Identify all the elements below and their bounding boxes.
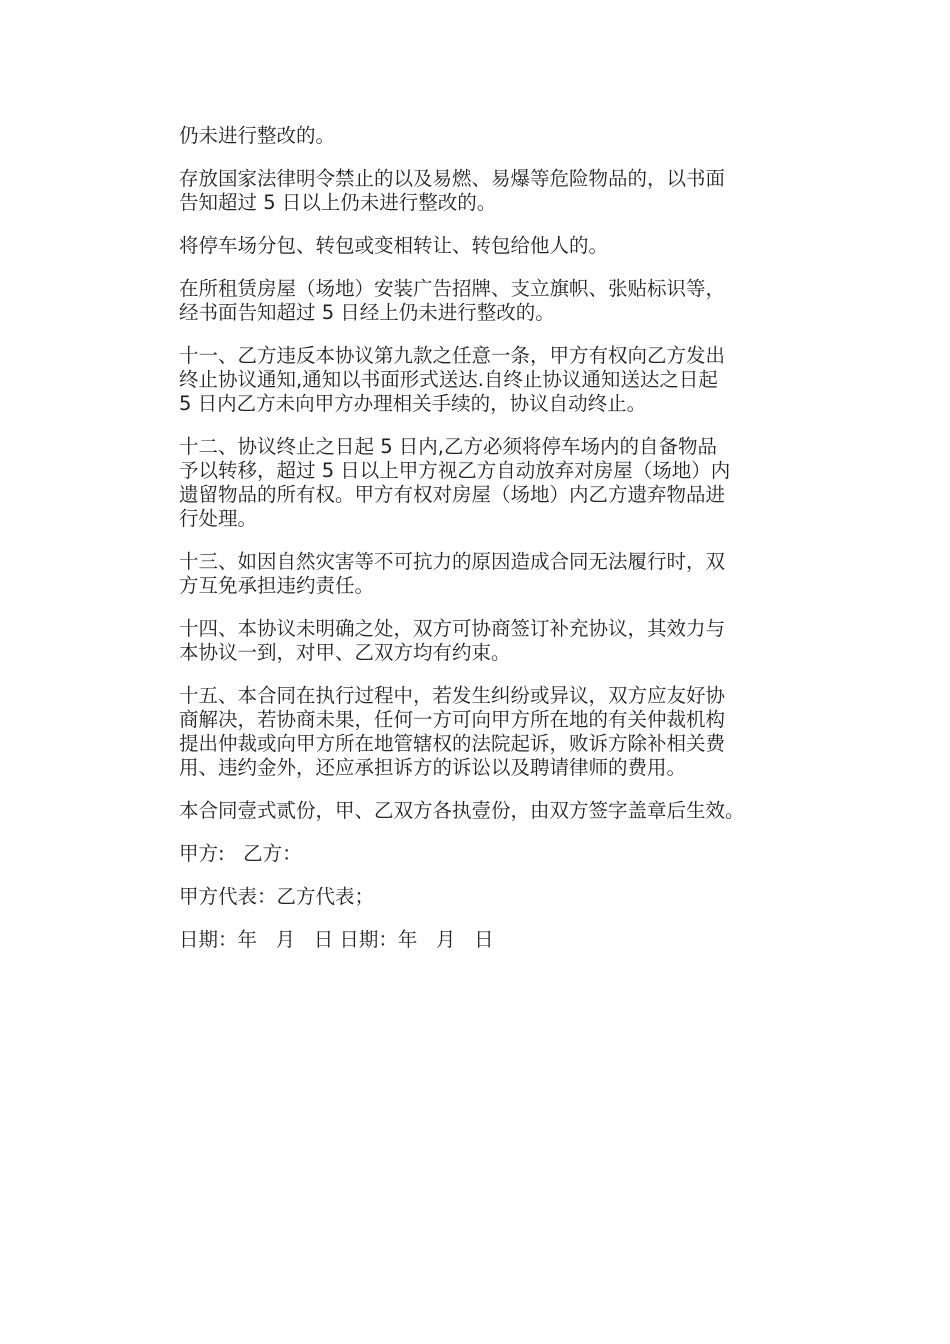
paragraph-1: 仍未进行整改的。 [179, 124, 336, 147]
paragraph-3: 将停车场分包、转包或变相转让、转包给他人的。 [179, 234, 609, 257]
clause-11: 十一、乙方违反本协议第九款之任意一条，甲方有权向乙方发出 终止协议通知,通知以书面形式送达.自终止协议通知送达之日起 5 日内乙方未向甲方办理相关手续的，协议自动终止。 [179, 344, 726, 415]
clause-15: 十五、本合同在执行过程中，若发生纠纷或异议，双方应友好协 商解决，若协商未果，任何一方可向甲方所在地的有关仲裁机构 提出仲裁或向甲方所在地管辖权的法院起诉，败诉方除补相关费 用、违约金外，还应承担诉方的诉讼以及聘请律师的费用。 [179, 684, 726, 779]
document-body [179, 124, 819, 971]
paragraph-2: 存放国家法律明令禁止的以及易燃、易爆等危险物品的，以书面 告知超过 5 日以上仍未进行整改的。 [179, 167, 726, 214]
signature-dates: 日期：年 月 日 日期：年 月 日 [179, 928, 494, 951]
clause-12: 十二、协议终止之日起 5 日内,乙方必须将停车场内的自备物品 予以转移，超过 5 日以上甲方视乙方自动放弃对房屋（场地）内 遗留物品的所有权。甲方有权对房屋（场地）内乙方遗弃物品进 行处理。 [179, 435, 731, 530]
clause-14: 十四、本协议未明确之处，双方可协商签订补充协议，其效力与 本协议一到，对甲、乙双方均有约束。 [179, 617, 726, 664]
signature-parties: 甲方: 乙方： [179, 842, 302, 865]
copies-statement: 本合同壹式贰份，甲、乙双方各执壹份，由双方签字盖章后生效。 [179, 799, 745, 822]
signature-representatives: 甲方代表：乙方代表； [179, 885, 375, 908]
paragraph-4: 在所租赁房屋（场地）安装广告招牌、支立旗帜、张贴标识等， 经书面告知超过 5 日经上仍未进行整改的。 [179, 277, 726, 324]
clause-13: 十三、如因自然灾害等不可抗力的原因造成合同无法履行时，双 方互免承担违约责任。 [179, 550, 726, 597]
